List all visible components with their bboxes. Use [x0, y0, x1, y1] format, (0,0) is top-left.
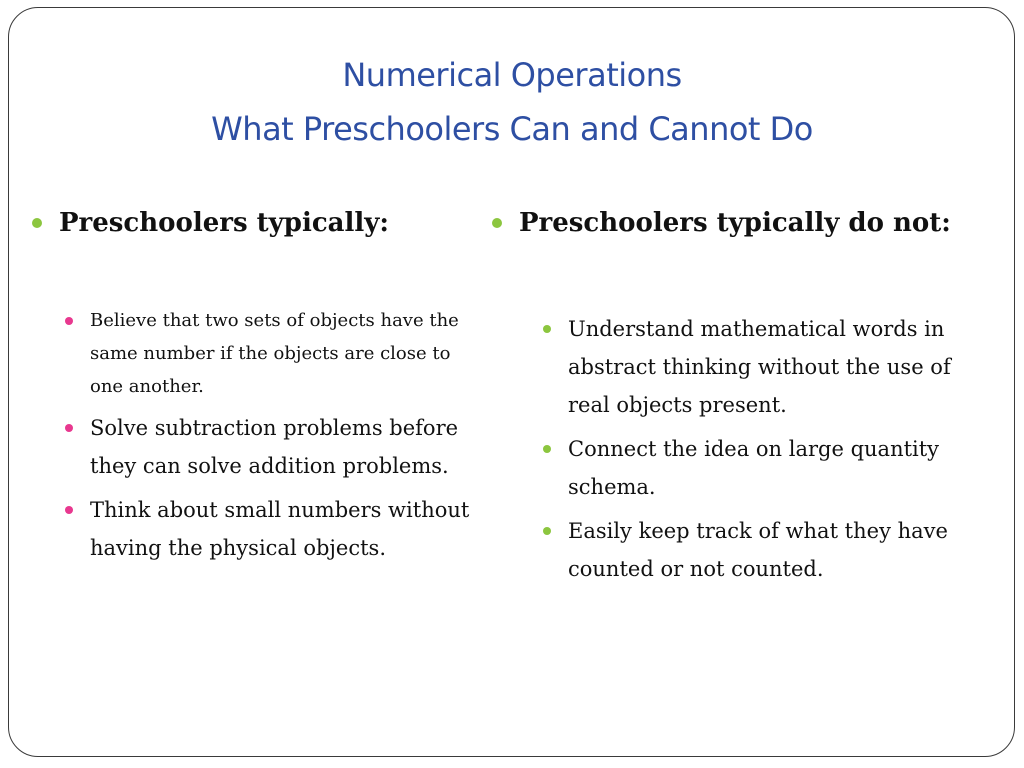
bullet-icon	[65, 317, 73, 325]
bullet-icon	[543, 445, 551, 453]
list-item	[63, 304, 480, 403]
bullet-icon	[65, 424, 73, 432]
bullet-icon	[492, 218, 502, 228]
left-column	[30, 200, 480, 573]
list-item	[541, 430, 990, 506]
title-line-1: Numerical Operations	[342, 56, 682, 94]
slide-title	[0, 48, 1024, 156]
right-heading	[490, 200, 990, 246]
bullet-icon	[543, 325, 551, 333]
left-list	[63, 304, 480, 567]
left-heading-text: Preschoolers typically:	[59, 208, 389, 238]
left-heading	[30, 200, 480, 246]
list-item	[63, 491, 480, 567]
right-column	[490, 200, 990, 594]
bullet-icon	[543, 527, 551, 535]
right-list	[541, 310, 990, 588]
list-item-text: Connect the idea on large quantity schema.	[568, 437, 940, 499]
title-line-2: What Preschoolers Can and Cannot Do	[211, 110, 813, 148]
list-item-text: Think about small numbers without having the physical objects.	[90, 498, 470, 560]
list-item-text: Believe that two sets of objects have the same number if the objects are close to one another.	[90, 310, 459, 397]
list-item-text: Solve subtraction problems before they can solve addition problems.	[90, 416, 459, 478]
right-heading-text: Preschoolers typically do not:	[519, 208, 951, 238]
list-item-text: Understand mathematical words in abstract thinking without the use of real objects present.	[568, 317, 951, 417]
list-item	[541, 310, 990, 424]
list-item	[541, 512, 990, 588]
bullet-icon	[32, 218, 42, 228]
list-item-text: Easily keep track of what they have counted or not counted.	[568, 519, 948, 581]
list-item	[63, 409, 480, 485]
bullet-icon	[65, 506, 73, 514]
